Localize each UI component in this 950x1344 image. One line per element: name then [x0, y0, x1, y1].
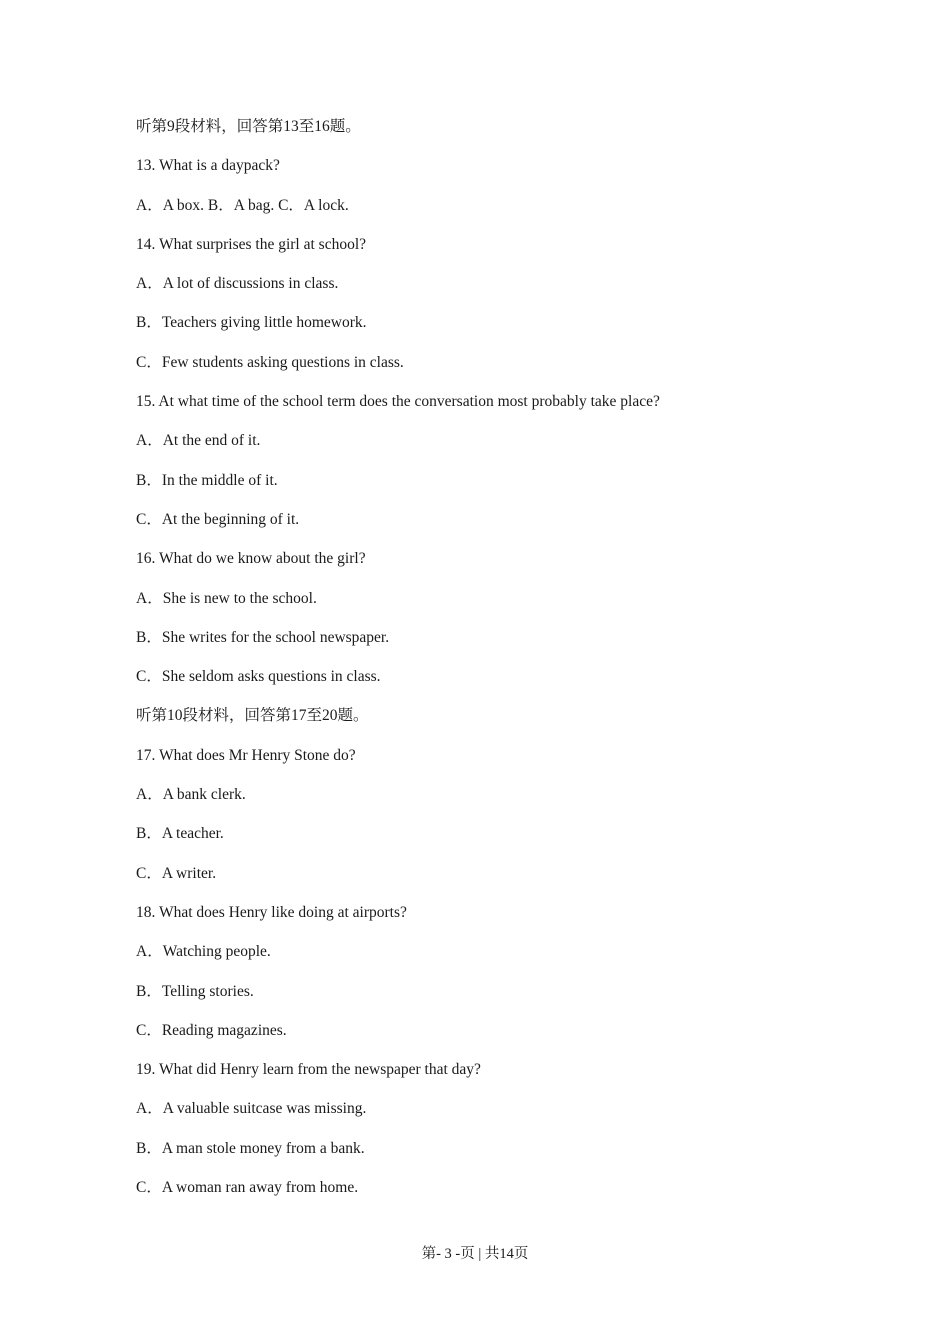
question-16-option-c: C．She seldom asks questions in class.: [136, 668, 381, 686]
question-19-option-b: B．A man stole money from a bank.: [136, 1139, 365, 1157]
question-16-option-b: B．She writes for the school newspaper.: [136, 628, 390, 646]
question-16-option-a: A．She is new to the school.: [136, 589, 317, 607]
question-17-option-a: A．A bank clerk.: [136, 786, 246, 804]
question-19: 19. What did Henry learn from the newspaper that day?: [136, 1061, 481, 1079]
page-footer: 第- 3 -页 | 共14页: [421, 1246, 529, 1262]
question-14-option-a: A．A lot of discussions in class.: [136, 275, 339, 293]
question-17-option-b: B．A teacher.: [136, 825, 224, 843]
question-17-option-c: C．A writer.: [136, 864, 217, 882]
question-15-option-c: C．At the beginning of it.: [136, 510, 300, 528]
question-14: 14. What surprises the girl at school?: [136, 235, 367, 253]
section-instruction-9: 听第9段材料，回答第13至16题。: [136, 118, 361, 135]
section-instruction-10: 听第10段材料，回答第17至20题。: [136, 707, 369, 725]
question-18-option-b: B．Telling stories.: [136, 982, 254, 1000]
question-15: 15. At what time of the school term does the conversation most probably take place?: [136, 393, 660, 411]
question-19-option-c: C．A woman ran away from home.: [136, 1179, 359, 1197]
question-15-option-a: A．At the end of it.: [136, 432, 261, 450]
question-15-option-b: B．In the middle of it.: [136, 471, 278, 489]
question-18: 18. What does Henry like doing at airports?: [136, 903, 407, 921]
question-18-option-a: A．Watching people.: [136, 943, 271, 961]
question-13-options: A．A box. B．A bag. C．A lock.: [136, 196, 349, 214]
question-16: 16. What do we know about the girl?: [136, 550, 366, 568]
question-18-option-c: C．Reading magazines.: [136, 1021, 287, 1039]
document-body: [136, 116, 836, 1216]
question-17: 17. What does Mr Henry Stone do?: [136, 746, 356, 764]
question-19-option-a: A．A valuable suitcase was missing.: [136, 1100, 367, 1118]
question-13: 13. What is a daypack?: [136, 157, 280, 175]
question-14-option-b: B．Teachers giving little homework.: [136, 314, 367, 332]
question-14-option-c: C．Few students asking questions in class.: [136, 353, 404, 371]
